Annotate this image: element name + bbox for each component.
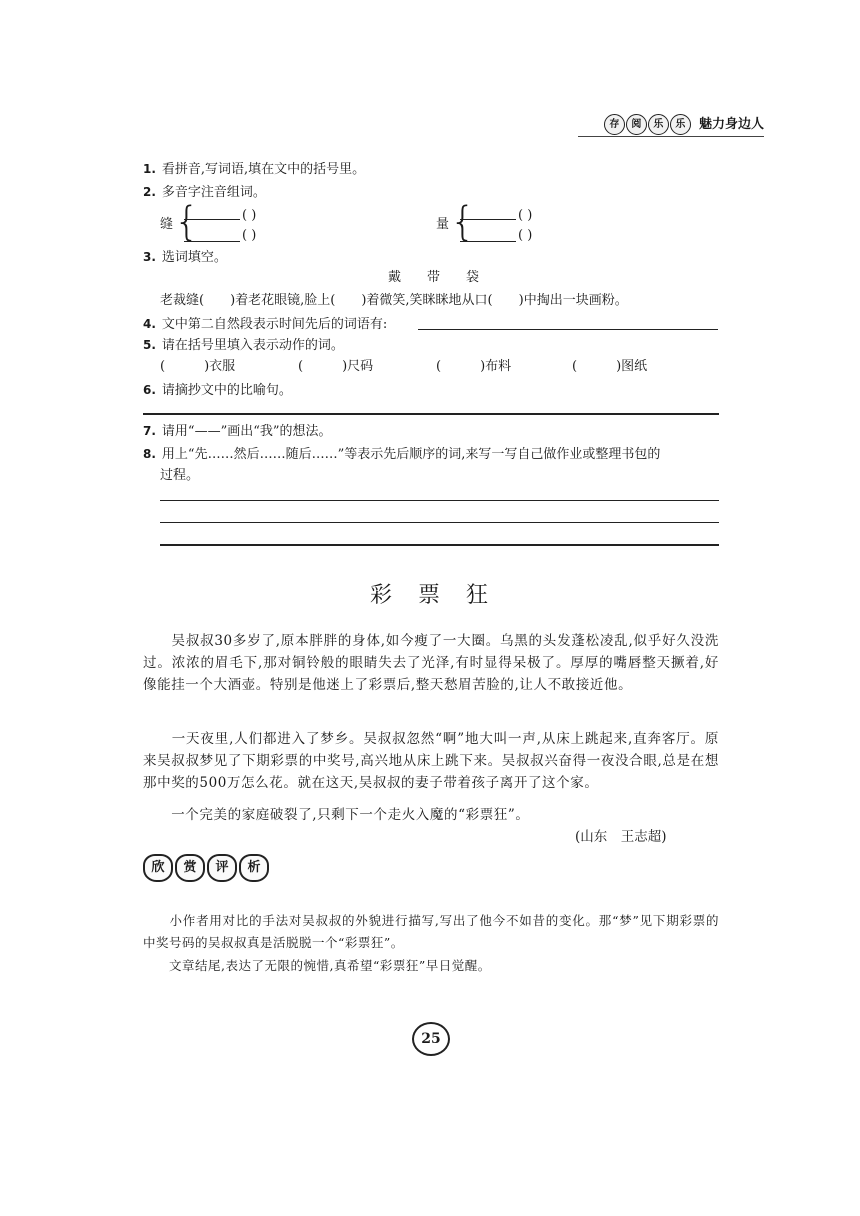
answer-line[interactable]: [184, 219, 240, 220]
review-header: [143, 854, 271, 882]
action-blank[interactable]: ( )布料: [436, 359, 512, 374]
answer-line[interactable]: [460, 241, 516, 242]
brace-1: {: [174, 199, 200, 245]
word-options: 戴 带 袋: [388, 270, 480, 285]
essay-author: (山东 王志超): [575, 829, 667, 845]
action-blank[interactable]: ( )图纸: [572, 359, 648, 374]
polyphone-char-2: 量: [436, 217, 450, 232]
fill-sentence[interactable]: 老裁缝( )着老花眼镜,脸上( )着微笑,笑眯眯地从口( )中掏出一块画粉。: [160, 293, 628, 308]
question-5: 5. 请在括号里填入表示动作的词。: [143, 338, 344, 353]
question-2: 2. 多音字注音组词。: [143, 185, 266, 200]
answer-line[interactable]: [160, 500, 719, 501]
header-badge: 乐: [670, 114, 691, 135]
question-8-cont: 过程。: [160, 468, 200, 483]
review-badge: 评: [207, 854, 237, 882]
polyphone-char-1: 缝: [160, 217, 174, 232]
action-blank[interactable]: ( )衣服: [160, 359, 236, 374]
pinyin-paren[interactable]: ( ): [518, 228, 533, 243]
brace-2: {: [450, 199, 476, 245]
answer-line[interactable]: [460, 219, 516, 220]
answer-line[interactable]: [160, 522, 719, 523]
question-7: 7. 请用“——”画出“我”的想法。: [143, 424, 332, 439]
question-6: 6. 请摘抄文中的比喻句。: [143, 383, 292, 398]
pinyin-paren[interactable]: ( ): [242, 228, 257, 243]
answer-line[interactable]: [418, 329, 718, 330]
review-paragraph: 小作者用对比的手法对吴叔叔的外貌进行描写,写出了他今不如昔的变化。那“梦”见下期彩票的中奖号码的吴叔叔真是活脱脱一个“彩票狂”。: [143, 913, 719, 950]
essay-paragraph: 一天夜里,人们都进入了梦乡。吴叔叔忽然“啊”地大叫一声,从床上跳起来,直奔客厅。原来吴叔叔梦见了下期彩票的中奖号,高兴地从床上跳下来。吴叔叔兴奋得一夜没合眼,总是在想那中奖的500万怎么花。就在这天,吴叔叔的妻子带着孩子离开了这个家。: [143, 731, 719, 791]
essay-title: 彩 票 狂: [369, 583, 490, 608]
header-badge: 阅: [626, 114, 647, 135]
review-badge: 欣: [143, 854, 173, 882]
page-header: [604, 112, 764, 135]
question-3: 3. 选词填空。: [143, 250, 227, 265]
header-badge: 乐: [648, 114, 669, 135]
answer-line[interactable]: [160, 544, 719, 546]
page-number: 25: [412, 1022, 450, 1056]
answer-line[interactable]: [143, 413, 719, 415]
header-subtitle: 魅力身边人: [698, 117, 764, 132]
question-4: 4. 文中第二自然段表示时间先后的词语有:: [143, 317, 388, 332]
action-blank[interactable]: ( )尺码: [298, 359, 374, 374]
header-badge: 存: [604, 114, 625, 135]
review-badge: 析: [239, 854, 269, 882]
essay-paragraph: 一个完美的家庭破裂了,只剩下一个走火入魔的“彩票狂”。: [143, 807, 530, 823]
answer-line[interactable]: [184, 241, 240, 242]
review-badge: 赏: [175, 854, 205, 882]
pinyin-paren[interactable]: ( ): [518, 208, 533, 223]
review-paragraph: 文章结尾,表达了无限的惋惜,真希望“彩票狂”早日觉醒。: [143, 958, 491, 973]
header-rule: [578, 136, 764, 137]
question-1: 1. 看拼音,写词语,填在文中的括号里。: [143, 162, 366, 177]
pinyin-paren[interactable]: ( ): [242, 208, 257, 223]
question-8: 8. 用上“先……然后……随后……”等表示先后顺序的词,来写一写自己做作业或整理书包的: [143, 447, 661, 462]
essay-paragraph: 吴叔叔30多岁了,原本胖胖的身体,如今瘦了一大圈。乌黑的头发蓬松凌乱,似乎好久没洗过。浓浓的眉毛下,那对铜铃般的眼睛失去了光泽,有时显得呆极了。厚厚的嘴唇整天撅着,好像能挂一个大酒壶。特别是他迷上了彩票后,整天愁眉苦脸的,让人不敢接近他。: [143, 633, 719, 693]
